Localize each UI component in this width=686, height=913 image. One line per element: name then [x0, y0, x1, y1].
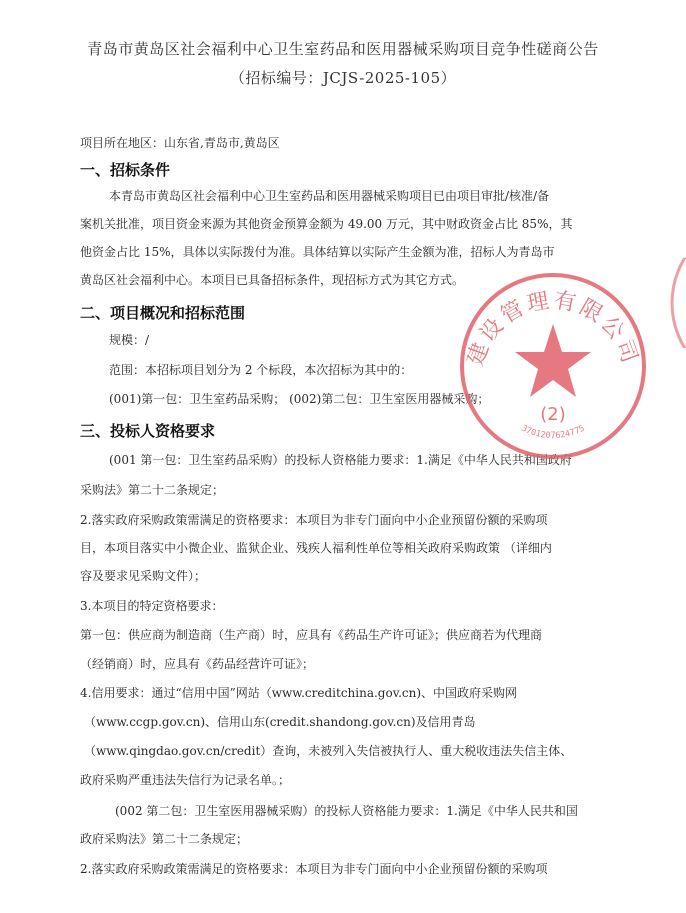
section-heading-conditions: 一、招标条件 [80, 161, 171, 179]
paragraph-line: 3.本项目的特定资格要求： [80, 599, 224, 613]
paragraph-line: 范围：本招标项目划分为 2 个标段，本次招标为其中的： [109, 363, 413, 377]
paragraph-line: 政府采购严重违法失信行为记录名单。； [80, 773, 291, 787]
paragraph-line: 采购法》第二十二条规定； [80, 483, 225, 497]
project-location: 项目所在地区：山东省,青岛市,黄岛区 [80, 136, 280, 150]
paragraph-line: 2.落实政府采购政策需满足的资格要求：本项目为非专门面向中小企业预留份额的采购项 [80, 513, 548, 527]
paragraph-line: 案机关批准，项目资金来源为其他资金预算金额为 49.00 万元，其中财政资金占比 85%，其 [80, 217, 573, 231]
paragraph-line: 容及要求见采购文件）； [80, 569, 207, 583]
paragraph-line: 本青岛市黄岛区社会福利中心卫生室药品和医用器械采购项目已由项目审批/核准/备 [109, 189, 550, 203]
partial-seal-edge [668, 258, 686, 348]
company-seal-stamp [455, 268, 651, 464]
paragraph-line: 他资金占比 15%，具体以实际拨付为准。具体结算以实际产生金额为准，招标人为青岛市 [80, 245, 555, 259]
bid-number: （招标编号：JCJS-2025-105） [229, 69, 457, 87]
svg-text:3701207624775 [520, 424, 587, 441]
paragraph-line: (002 第二包：卫生室医用器械采购）的投标人资格能力要求：1.满足《中华人民共和国 [115, 804, 578, 818]
paragraph-line: （www.ccgp.gov.cn)、信用山东(credit.shandong.gov.cn)及信用青岛 [84, 715, 476, 729]
paragraph-line: 黄岛区社会福利中心。本项目已具备招标条件，现招标方式为其它方式。 [80, 273, 465, 287]
paragraph-line: 政府采购法》第二十二条规定； [80, 832, 249, 846]
paragraph-line: (001 第一包：卫生室药品采购）的投标人资格能力要求：1.满足《中华人民共和国政府 [109, 453, 572, 467]
paragraph-line: 第一包：供应商为制造商（生产商）时，应具有《药品生产许可证》；供应商若为代理商 [80, 628, 543, 642]
seal-number: (2) [540, 404, 566, 425]
document-title: 青岛市黄岛区社会福利中心卫生室药品和医用器械采购项目竞争性磋商公告 [87, 40, 599, 58]
paragraph-line: 4.信用要求：通过“信用中国”网站（www.creditchina.gov.cn)、中国政府采购网 [80, 686, 518, 700]
paragraph-line: 2.落实政府采购政策需满足的资格要求：本项目为非专门面向中小企业预留份额的采购项 [80, 862, 548, 876]
paragraph-line: 目，本项目落实中小微企业、监狱企业、残疾人福利性单位等相关政府采购政策 （详细内 [80, 541, 552, 555]
seal-text: 建设管理有限公司 [463, 288, 643, 369]
section-heading-qualifications: 三、投标人资格要求 [80, 422, 216, 440]
paragraph-line: (001)第一包：卫生室药品采购； (002)第二包：卫生室医用器械采购； [109, 392, 490, 406]
seal-code: 3701207624775 [519, 423, 587, 442]
paragraph-line: （www.qingdao.gov.cn/credit）查询，未被列入失信被执行人、重大税收违法失信主体、 [84, 744, 573, 758]
paragraph-line: 规模：/ [109, 333, 150, 347]
section-heading-overview: 二、项目概况和招标范围 [80, 304, 246, 322]
paragraph-line: （经销商）时，应具有《药品经营许可证》； [80, 657, 315, 671]
